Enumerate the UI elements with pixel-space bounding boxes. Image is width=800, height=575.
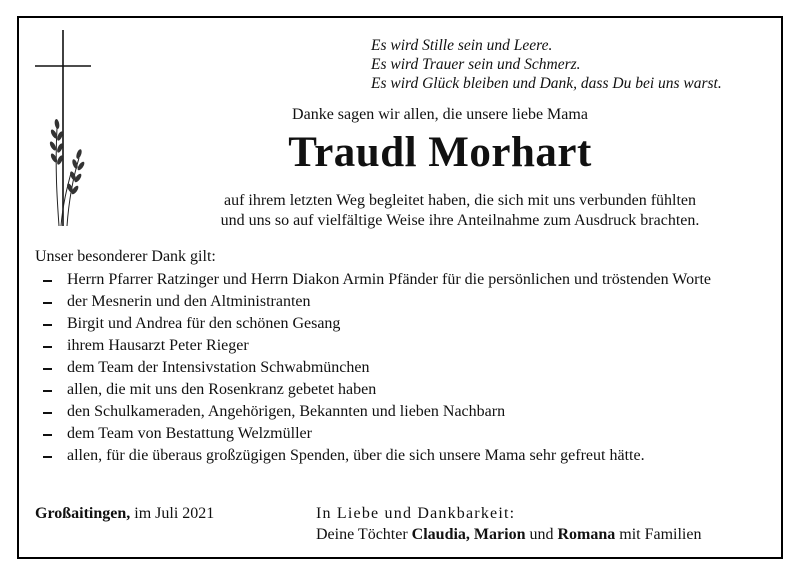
dash-icon — [43, 456, 52, 458]
dash-icon — [43, 324, 52, 326]
list-item — [35, 358, 770, 378]
list-item-text: dem Team von Bestattung Welzmüller — [67, 425, 312, 442]
poem-line: Es wird Trauer sein und Schmerz. — [371, 56, 581, 73]
signature-block — [316, 503, 701, 545]
dash-icon — [43, 434, 52, 436]
daughter-name: Marion — [473, 526, 526, 543]
dash-icon — [43, 302, 52, 304]
obituary-notice — [17, 16, 783, 559]
list-item — [35, 336, 770, 356]
list-item-text: der Mesnerin und den Altministranten — [67, 293, 311, 310]
list-item — [35, 270, 770, 290]
list-item-text: Birgit und Andrea für den schönen Gesang — [67, 315, 341, 332]
date: im Juli 2021 — [134, 505, 215, 522]
intro-line: und uns so auf vielfältige Weise ihre Anteilnahme zum Ausdruck brachten. — [220, 212, 700, 229]
place: Großaitingen, — [35, 505, 131, 522]
poem-line: Es wird Stille sein und Leere. — [371, 37, 553, 54]
list-item — [35, 314, 770, 334]
list-item — [35, 402, 770, 422]
dash-icon — [43, 280, 52, 282]
family-line — [316, 524, 701, 545]
deceased-name: Traudl Morhart — [288, 129, 592, 176]
list-item-text: den Schulkameraden, Angehörigen, Bekannten und lieben Nachbarn — [67, 403, 506, 420]
list-item-text: allen, für die überaus großzügigen Spenden, über die sich unsere Mama sehr gefreut hätte. — [67, 447, 645, 464]
intro-text — [19, 191, 781, 231]
daughter-name: Romana — [557, 526, 616, 543]
dash-icon — [43, 412, 52, 414]
list-item-text: dem Team der Intensivstation Schwabmünchen — [67, 359, 370, 376]
dash-icon — [43, 390, 52, 392]
list-item — [35, 292, 770, 312]
special-thanks-heading: Unser besonderer Dank gilt: — [35, 248, 216, 265]
closing-line: In Liebe und Dankbarkeit: — [316, 505, 516, 522]
intro-line: auf ihrem letzten Weg begleitet haben, die sich mit uns verbunden fühlten — [223, 192, 697, 209]
dash-icon — [43, 368, 52, 370]
and-word: und — [529, 526, 554, 543]
family-suffix: mit Familien — [619, 526, 702, 543]
daughter-name: Claudia, — [411, 526, 470, 543]
list-item — [35, 380, 770, 400]
poem — [371, 36, 771, 93]
list-item — [35, 424, 770, 444]
family-prefix: Deine Töchter — [316, 526, 408, 543]
intro-thanks: Danke sagen wir allen, die unsere liebe Mama — [292, 106, 588, 123]
poem-line: Es wird Glück bleiben und Dank, dass Du bei uns warst. — [371, 75, 722, 92]
list-item-text: allen, die mit uns den Rosenkranz gebetet haben — [67, 381, 377, 398]
thanks-list — [35, 270, 770, 468]
list-item-text: Herrn Pfarrer Ratzinger und Herrn Diakon Armin Pfänder für die persönlichen und tröstenden Worte — [67, 271, 711, 288]
place-date — [35, 505, 214, 523]
dash-icon — [43, 346, 52, 348]
list-item-text: ihrem Hausarzt Peter Rieger — [67, 337, 249, 354]
list-item — [35, 446, 770, 466]
